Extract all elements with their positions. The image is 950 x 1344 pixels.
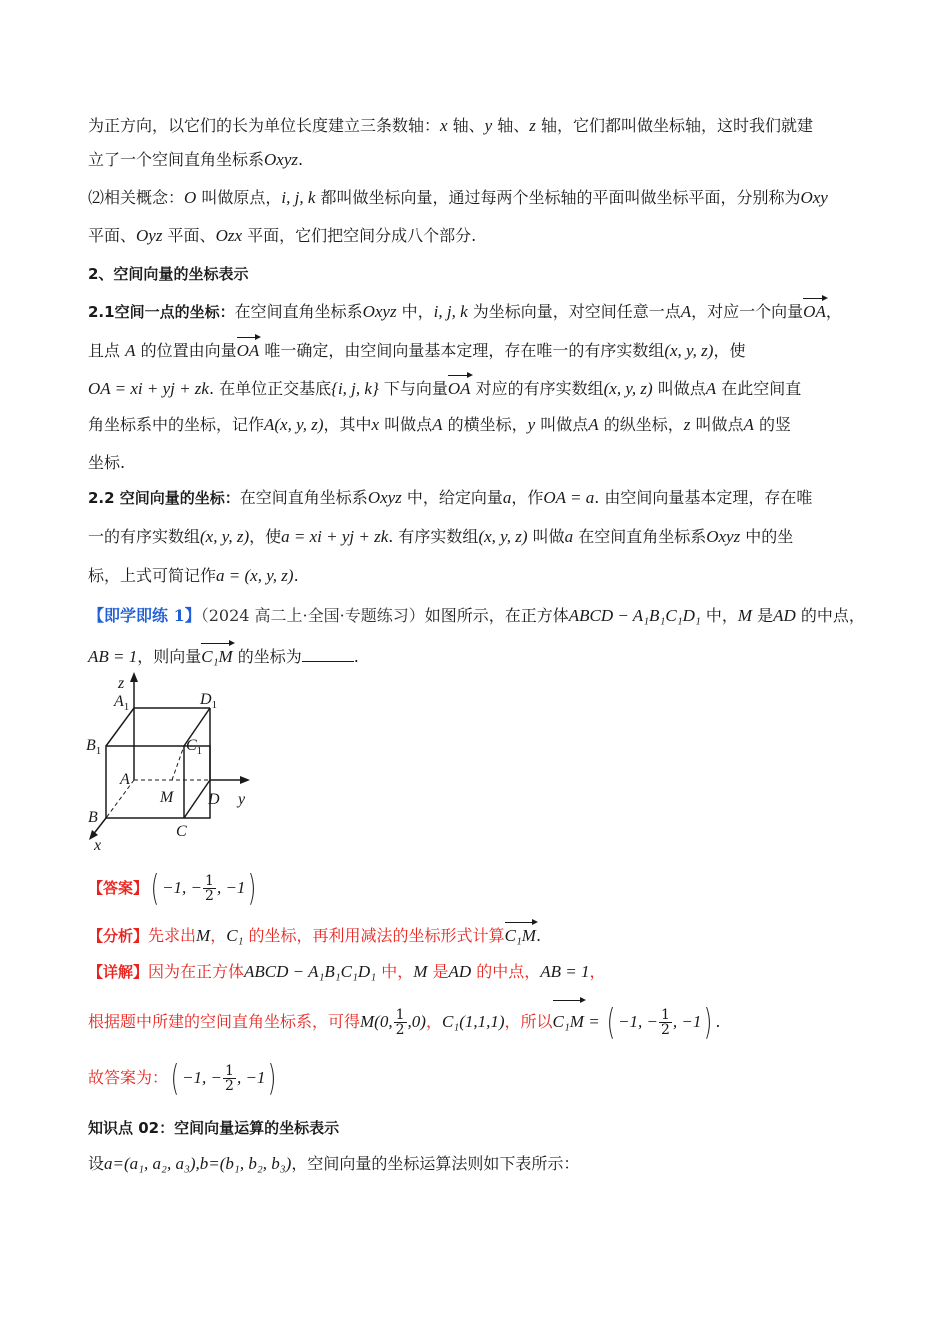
subsection-2-2-line2: 一的有序实数组(x, y, z)，使a = xi + yj + zk. 有序实数组(x, y, z) 叫做a 在空间直角坐标系Oxyz 中的坐 [88, 527, 794, 546]
label-C1: $C_1$ [186, 737, 203, 757]
label-y: y [238, 791, 246, 808]
label-D: D [208, 791, 220, 808]
label-A: A [120, 771, 130, 788]
subsection-2-1: 2.1空间一点的坐标：在空间直角坐标系Oxyz 中，i, j, k 为坐标向量，对空间任意一点A，对应一个向量OA， [88, 298, 868, 324]
detail-line1: 【详解】因为在正方体ABCD − A₁B₁C₁D₁ 中，M 是AD 的中点，AB = 1， [88, 962, 606, 981]
paragraph-axes: 为正方向，以它们的长为单位长度建立三条数轴：x 轴、y 轴、z 轴，它们都叫做坐标轴，这时我们就建 [88, 116, 814, 135]
answer-line: 【答案】( −1, − $\frac{1}{2}$ , −1) [88, 867, 257, 909]
label-M: M [160, 789, 174, 806]
label-C: C [176, 823, 187, 840]
label-B: B [88, 809, 98, 826]
subsection-2-1-line4: 角坐标系中的坐标，记作A(x, y, z)，其中x 叫做点A 的横坐标，y 叫做点A 的纵坐标，z 叫做点A 的竖 [88, 415, 791, 434]
subsection-2-2: 2.2 空间向量的坐标：在空间直角坐标系Oxyz 中，给定向量a，作OA = a. 由空间向量基本定理，存在唯 [88, 488, 813, 507]
subsection-2-1-line3: OA = xi + yj + zk. 在单位正交基底{i, j, k} 下与向量OA 对应的有序实数组(x, y, z) 叫做点A 在此空间直 [88, 375, 868, 401]
edge-C-D [184, 780, 210, 818]
subsection-2-2-line3: 标，上式可简记作a = (x, y, z). [88, 566, 299, 585]
answer-blank [302, 645, 354, 662]
z-axis-arrow [130, 672, 138, 682]
label-B1: $B_1$ [86, 737, 102, 757]
exercise-line2: AB = 1，则向量C₁M 的坐标为 . [88, 643, 868, 669]
paragraph-planes: 平面、Oyz 平面、Ozx 平面，它们把空间分成八个部分. [88, 226, 477, 245]
fraction-half: $\frac{1}{2}$ [205, 873, 214, 904]
paragraph-concepts: ⑵相关概念：O 叫做原点，i, j, k 都叫做坐标向量，通过每两个坐标轴的平面叫做坐标平面，分别称为Oxy [88, 188, 828, 207]
label-z: z [118, 675, 125, 692]
label-A1: $A_1$ [114, 693, 130, 713]
subsection-2-1-line2: 且点 A 的位置由向量OA 唯一确定，由空间向量基本定理，存在唯一的有序实数组(x, y, z)，使 [88, 337, 868, 363]
cube-figure [84, 670, 264, 852]
edge-B1-A1 [106, 708, 134, 746]
exercise-tag: 【即学即练 1】 [88, 606, 201, 625]
answer-tag: 【答案】 [88, 879, 149, 897]
section-heading: 2、空间向量的坐标表示 [88, 265, 249, 283]
exercise-line1: 【即学即练 1】（2024 高二上·全国·专题练习）如图所示，在正方体ABCD − A₁B₁C₁D₁ 中，M 是AD 的中点， [88, 606, 865, 625]
y-axis-arrow [240, 776, 250, 784]
detail-line2: 根据题中所建的空间直角坐标系，可得M(0, $\frac{1}{2}$ ,0)，C₁(1,1,1)，所以C₁M = ( −1, − $\frac{1}{2}$ , −1) . [88, 1001, 721, 1043]
unit-vectors: i, j, k [281, 188, 316, 207]
label-D1: $D_1$ [200, 691, 218, 711]
final-answer-line: 故答案为：( −1, − $\frac{1}{2}$ , −1) [88, 1057, 277, 1099]
analysis-line: 【分析】先求出M，C₁ 的坐标，再利用减法的坐标形式计算C₁M. [88, 922, 868, 948]
hidden-edge-M-C1 [172, 746, 184, 780]
subsection-2-1-line5: 坐标. [88, 453, 126, 472]
knowledge-point-intro: 设a=(a₁, a₂, a₃),b=(b₁, b₂, b₃)，空间向量的坐标运算法则如下表所示： [88, 1154, 580, 1173]
label-x: x [94, 837, 102, 852]
knowledge-point-heading: 知识点 02：空间向量运算的坐标表示 [88, 1119, 340, 1137]
paragraph-system: 立了一个空间直角坐标系Oxyz. [88, 150, 304, 169]
